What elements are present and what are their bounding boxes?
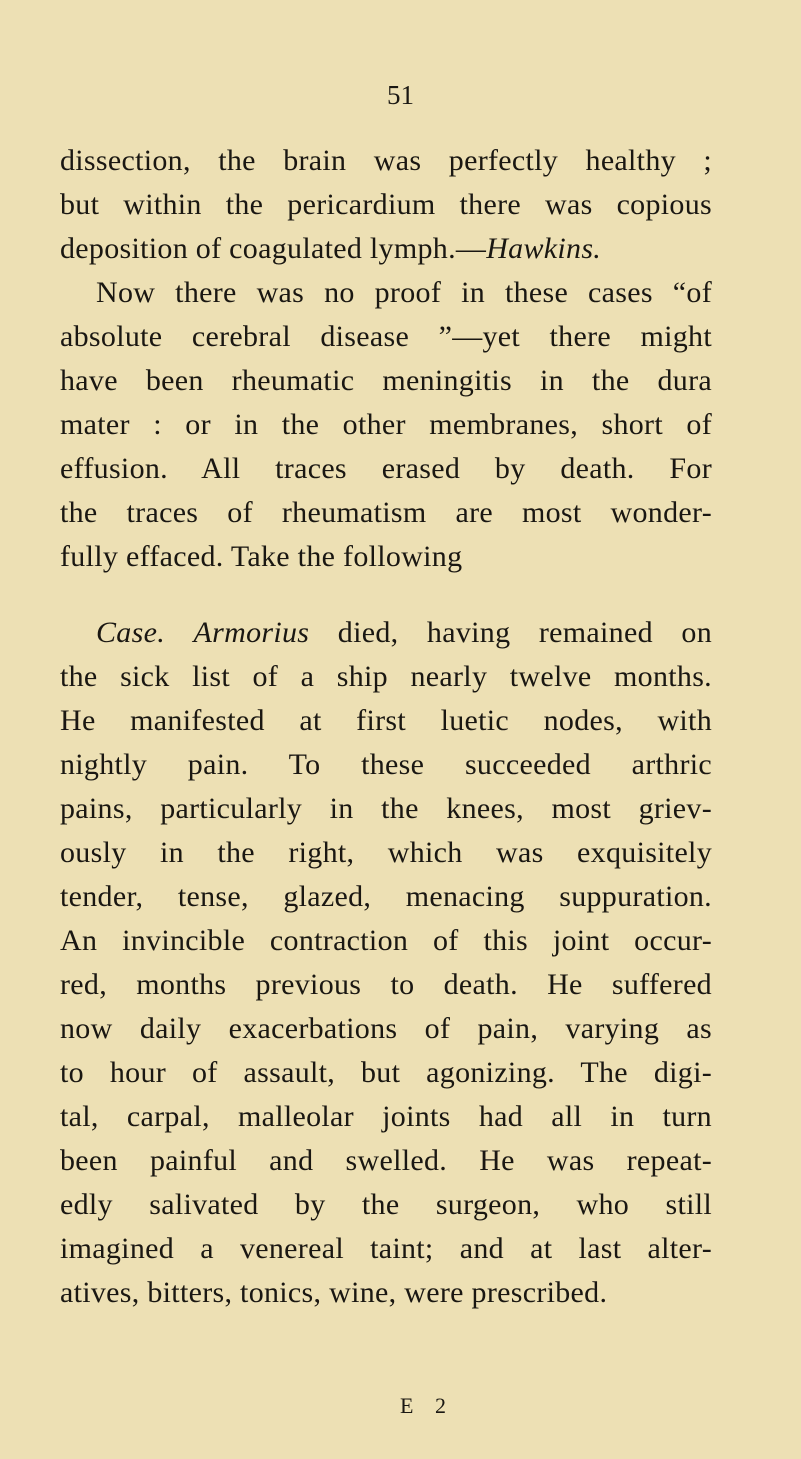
text-line: ously in the right, which was exquisitely bbox=[60, 836, 712, 869]
text-line: He manifested at first luetic nodes, with bbox=[60, 704, 712, 737]
text-line: have been rheumatic meningitis in the dura bbox=[60, 364, 712, 397]
text-line bbox=[60, 611, 712, 655]
text-line: pains, particularly in the knees, most griev- bbox=[60, 792, 712, 825]
author-attribution: Hawkins. bbox=[486, 232, 602, 265]
text-line: been painful and swelled. He was repeat- bbox=[60, 1144, 712, 1177]
text-line: edly salivated by the surgeon, who still bbox=[60, 1188, 712, 1221]
page-number: 51 bbox=[387, 80, 414, 110]
case-label: Case. bbox=[96, 616, 165, 649]
paragraph-proof bbox=[60, 271, 712, 579]
text-line: imagined a venereal taint; and at last alter- bbox=[60, 1232, 712, 1265]
text-line-body: died, having remained on bbox=[337, 616, 712, 649]
text-line: effusion. All traces erased by death. For bbox=[60, 452, 712, 485]
text-line: nightly pain. To these succeeded arthric bbox=[60, 748, 712, 781]
paragraph-dissection bbox=[60, 139, 712, 271]
text-line: but within the pericardium there was copious bbox=[60, 188, 712, 221]
text-line: An invincible contraction of this joint occur- bbox=[60, 924, 712, 957]
text-line: red, months previous to death. He suffered bbox=[60, 968, 712, 1001]
paragraph-case bbox=[60, 611, 712, 1315]
patient-name: Armorius bbox=[193, 616, 310, 649]
text-line: tender, tense, glazed, menacing suppuration. bbox=[60, 880, 712, 913]
text-line: the sick list of a ship nearly twelve months. bbox=[60, 660, 712, 693]
text-line: dissection, the brain was perfectly healthy ; bbox=[60, 144, 712, 177]
text-line: atives, bitters, tonics, wine, were prescribed. bbox=[60, 1276, 608, 1309]
text-line: to hour of assault, but agonizing. The digi- bbox=[60, 1056, 712, 1089]
text-line: mater : or in the other membranes, short of bbox=[60, 408, 712, 441]
text-line: absolute cerebral disease ”—yet there might bbox=[60, 320, 712, 353]
text-line: tal, carpal, malleolar joints had all in turn bbox=[60, 1100, 712, 1133]
signature-mark: E 2 bbox=[400, 1393, 454, 1418]
text-line-body: deposition of coagulated lymph.— bbox=[60, 232, 487, 265]
text-line: Now there was no proof in these cases “of bbox=[96, 276, 712, 309]
text-line: the traces of rheumatism are most wonder- bbox=[60, 496, 712, 529]
text-line: now daily exacerbations of pain, varying as bbox=[60, 1012, 712, 1045]
text-line bbox=[60, 227, 712, 271]
text-line: fully effaced. Take the following bbox=[60, 540, 463, 573]
